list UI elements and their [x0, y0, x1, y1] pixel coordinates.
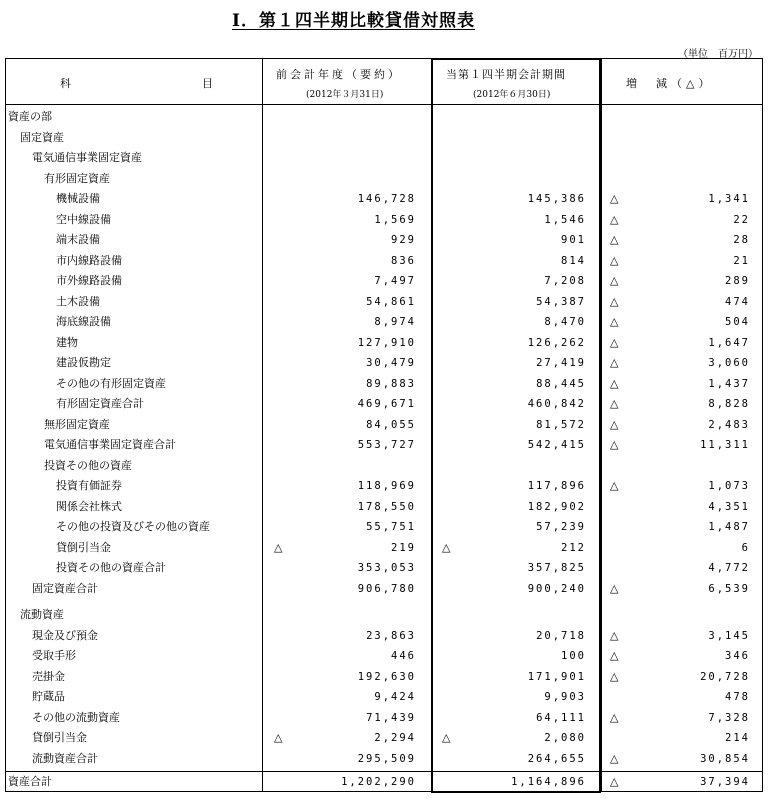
- difference-negative-mark: △: [610, 438, 619, 451]
- table-row: [6, 435, 762, 455]
- row-label: 市内線路設備: [56, 253, 122, 267]
- difference-negative-mark: △: [610, 417, 619, 431]
- difference-value: 289: [725, 275, 750, 287]
- table-row: [6, 107, 762, 127]
- table-row: [6, 626, 762, 646]
- prev-value: 30,479: [366, 357, 416, 369]
- prev-value: 929: [391, 234, 416, 246]
- difference-negative-mark: △: [610, 710, 619, 724]
- table-row: [6, 558, 762, 578]
- table-row: [6, 189, 762, 209]
- current-value: 126,262: [527, 336, 586, 349]
- prev-value: 553,727: [357, 439, 416, 451]
- current-negative-mark: △: [442, 540, 451, 554]
- prev-value: 178,550: [357, 500, 416, 513]
- table-row: [6, 772, 762, 792]
- row-label: 市外線路設備: [56, 274, 122, 287]
- difference-value: 346: [725, 650, 750, 662]
- row-label: 固定資産合計: [32, 581, 98, 595]
- table-row: [6, 169, 762, 189]
- header-prev-period: 前会計年度（要約）: [276, 68, 402, 81]
- difference-value: 1,341: [708, 193, 750, 205]
- difference-negative-mark: △: [610, 212, 619, 226]
- current-value: 814: [561, 254, 586, 267]
- table-row: [6, 128, 762, 148]
- current-value: 81,572: [536, 418, 586, 431]
- prev-value: 219: [391, 541, 416, 554]
- difference-negative-mark: △: [610, 274, 619, 287]
- difference-value: 11,311: [700, 439, 750, 451]
- prev-value: 8,974: [374, 316, 416, 328]
- difference-negative-mark: △: [610, 751, 619, 765]
- prev-value: 353,053: [357, 562, 416, 574]
- row-label: 貸倒引当金: [32, 731, 87, 744]
- row-label: 有形固定資産: [44, 171, 110, 185]
- header-subject-left: 科: [60, 77, 71, 90]
- difference-value: 37,394: [700, 776, 750, 788]
- difference-value: 6,539: [708, 582, 750, 595]
- difference-negative-mark: △: [610, 335, 619, 349]
- current-value: 212: [561, 541, 586, 554]
- difference-value: 1,647: [708, 336, 750, 349]
- row-label: 関係会社株式: [56, 499, 122, 513]
- row-label: 売掛金: [32, 669, 65, 683]
- difference-negative-mark: △: [610, 192, 619, 205]
- prev-negative-mark: △: [274, 540, 283, 554]
- table-row: [6, 708, 762, 728]
- prev-value: 1,202,290: [341, 776, 416, 788]
- header-prev-date: (2012年３月31日): [306, 90, 384, 100]
- table-row: [6, 667, 762, 687]
- difference-negative-mark: △: [610, 479, 619, 492]
- difference-negative-mark: △: [610, 253, 619, 267]
- table-row: [6, 312, 762, 332]
- row-label: 流動資産: [20, 608, 64, 621]
- row-label: 流動資産合計: [32, 751, 98, 765]
- table-row: [6, 333, 762, 353]
- row-label: 電気通信事業固定資産: [32, 151, 142, 164]
- difference-value: 3,060: [708, 357, 750, 369]
- difference-value: 504: [725, 316, 750, 328]
- table-row: [6, 251, 762, 271]
- balance-sheet-table: [5, 58, 763, 792]
- row-label: 空中線設備: [56, 212, 111, 226]
- row-label: 土木設備: [56, 294, 100, 308]
- header-divider: [6, 104, 762, 105]
- table-row: [6, 579, 762, 599]
- current-value: 27,419: [536, 357, 586, 369]
- row-label: 資産の部: [8, 110, 52, 123]
- row-label: 投資その他の資産合計: [56, 561, 166, 574]
- prev-value: 127,910: [357, 336, 416, 349]
- difference-value: 2,483: [708, 418, 750, 431]
- difference-value: 214: [725, 732, 750, 744]
- difference-value: 4,351: [708, 500, 750, 513]
- difference-value: 21: [733, 254, 750, 267]
- difference-value: 474: [725, 295, 750, 308]
- difference-negative-mark: △: [610, 628, 619, 642]
- table-row: [6, 415, 762, 435]
- current-value: 117,896: [527, 480, 586, 492]
- header-difference: 増 減（△）: [626, 77, 714, 90]
- difference-value: 20,728: [700, 670, 750, 683]
- row-label: 貯蔵品: [32, 690, 65, 703]
- difference-value: 1,487: [708, 521, 750, 533]
- row-label: 資産合計: [8, 775, 52, 788]
- row-label: 無形固定資産: [44, 417, 110, 431]
- row-label: 貸倒引当金: [56, 540, 111, 554]
- table-row: [6, 230, 762, 250]
- difference-negative-mark: △: [610, 356, 619, 369]
- prev-value: 89,883: [366, 377, 416, 390]
- current-value: 2,080: [544, 732, 586, 744]
- row-label: 建物: [56, 335, 78, 349]
- current-value: 542,415: [527, 439, 586, 451]
- difference-negative-mark: △: [610, 581, 619, 595]
- header-current-period: 当第１四半期会計期間: [446, 68, 566, 81]
- current-value: 460,842: [527, 398, 586, 410]
- current-value: 182,902: [527, 500, 586, 513]
- difference-negative-mark: △: [610, 233, 619, 246]
- table-row: [6, 728, 762, 748]
- difference-negative-mark: △: [610, 315, 619, 328]
- prev-value: 71,439: [366, 711, 416, 724]
- prev-value: 55,751: [366, 521, 416, 533]
- row-label: 投資有価証券: [56, 479, 122, 492]
- table-row: [6, 210, 762, 230]
- current-value: 264,655: [527, 752, 586, 765]
- difference-negative-mark: △: [610, 397, 619, 410]
- row-label: その他の投資及びその他の資産: [56, 520, 210, 533]
- table-row: [6, 517, 762, 537]
- difference-value: 1,437: [708, 377, 750, 390]
- prev-value: 9,424: [374, 691, 416, 703]
- prev-value: 446: [391, 650, 416, 662]
- row-label: その他の有形固定資産: [56, 376, 166, 390]
- prev-value: 7,497: [374, 275, 416, 287]
- prev-value: 54,861: [366, 295, 416, 308]
- current-value: 900,240: [527, 582, 586, 595]
- current-value: 145,386: [527, 193, 586, 205]
- difference-value: 6: [741, 541, 750, 554]
- current-value: 100: [561, 650, 586, 662]
- row-label: 海底線設備: [56, 315, 111, 328]
- table-row: [6, 353, 762, 373]
- current-value: 20,718: [536, 629, 586, 642]
- header-subject-right: 目: [202, 77, 213, 90]
- difference-value: 478: [725, 691, 750, 703]
- difference-negative-mark: △: [610, 294, 619, 308]
- current-value: 7,208: [544, 275, 586, 287]
- table-row: [6, 148, 762, 168]
- current-value: 57,239: [536, 521, 586, 533]
- table-row: [6, 374, 762, 394]
- row-label: その他の流動資産: [32, 710, 120, 724]
- table-row: [6, 687, 762, 707]
- row-label: 建設仮勘定: [56, 356, 111, 369]
- current-value: 54,387: [536, 295, 586, 308]
- prev-value: 906,780: [357, 582, 416, 595]
- prev-value: 295,509: [357, 752, 416, 765]
- difference-value: 1,073: [708, 480, 750, 492]
- header-current-date: (2012年６月30日): [473, 90, 551, 100]
- difference-negative-mark: △: [610, 649, 619, 662]
- row-label: 投資その他の資産: [44, 458, 132, 472]
- current-value: 357,825: [527, 562, 586, 574]
- difference-value: 8,828: [708, 398, 750, 410]
- table-row: [6, 497, 762, 517]
- current-value: 88,445: [536, 377, 586, 390]
- prev-value: 84,055: [366, 418, 416, 431]
- difference-value: 4,772: [708, 562, 750, 574]
- prev-value: 2,294: [374, 732, 416, 744]
- difference-negative-mark: △: [610, 376, 619, 390]
- current-value: 1,164,896: [511, 776, 586, 788]
- table-row: [6, 476, 762, 496]
- difference-value: 30,854: [700, 752, 750, 765]
- table-row: [6, 292, 762, 312]
- prev-value: 23,863: [366, 629, 416, 642]
- current-negative-mark: △: [442, 731, 451, 744]
- table-row: [6, 605, 762, 625]
- table-row: [6, 538, 762, 558]
- row-label: 有形固定資産合計: [56, 397, 144, 410]
- prev-value: 192,630: [357, 670, 416, 683]
- current-value: 1,546: [544, 213, 586, 226]
- prev-value: 146,728: [357, 193, 416, 205]
- current-value: 171,901: [527, 670, 586, 683]
- table-row: [6, 749, 762, 769]
- row-label: 端末設備: [56, 233, 100, 246]
- unit-label: （単位 百万円）: [678, 49, 758, 60]
- row-label: 電気通信事業固定資産合計: [44, 438, 176, 451]
- row-label: 受取手形: [32, 649, 76, 662]
- table-row: [6, 271, 762, 291]
- table-row: [6, 456, 762, 476]
- prev-value: 1,569: [374, 213, 416, 226]
- prev-value: 836: [391, 254, 416, 267]
- current-value: 64,111: [536, 711, 586, 724]
- row-label: 現金及び預金: [32, 628, 98, 642]
- current-value: 901: [561, 234, 586, 246]
- table-row: [6, 646, 762, 666]
- difference-value: 22: [733, 213, 750, 226]
- difference-negative-mark: △: [610, 775, 619, 788]
- page-title: Ⅰ．第１四半期比較貸借対照表: [232, 11, 475, 31]
- row-label: 機械設備: [56, 192, 100, 205]
- prev-value: 469,671: [357, 398, 416, 410]
- current-value: 9,903: [544, 691, 586, 703]
- current-value: 8,470: [544, 316, 586, 328]
- difference-value: 3,145: [708, 629, 750, 642]
- table-row: [6, 394, 762, 414]
- difference-negative-mark: △: [610, 669, 619, 683]
- difference-value: 7,328: [708, 711, 750, 724]
- difference-value: 28: [733, 234, 750, 246]
- row-label: 固定資産: [20, 130, 64, 144]
- prev-negative-mark: △: [274, 731, 283, 744]
- prev-value: 118,969: [357, 480, 416, 492]
